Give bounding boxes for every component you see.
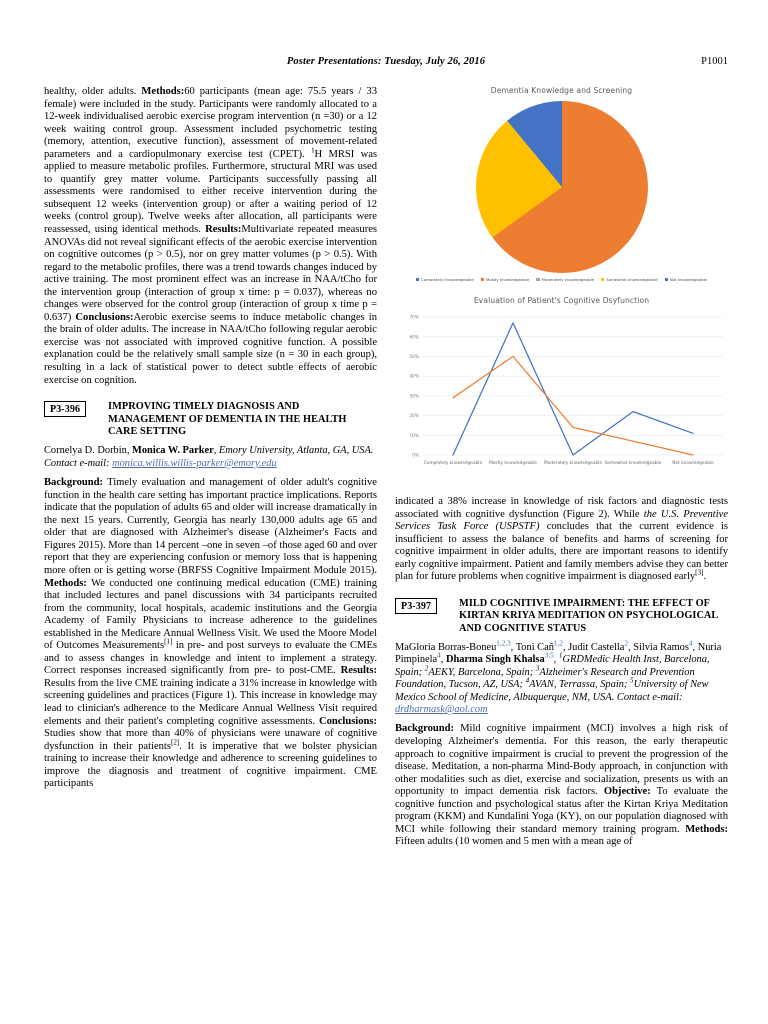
reference-1: [1] bbox=[164, 637, 173, 646]
affiliation-marker: 2 bbox=[424, 664, 429, 673]
y-axis-tick-label: 40% bbox=[409, 374, 419, 380]
label-conclusions: Conclusions: bbox=[318, 715, 377, 727]
y-axis-tick-label: 70% bbox=[409, 315, 419, 321]
legend-swatch bbox=[481, 278, 484, 281]
two-column-layout bbox=[44, 86, 728, 1006]
y-axis-tick-label: 10% bbox=[409, 433, 419, 439]
abstract-title: IMPROVING TIMELY DIAGNOSIS AND MANAGEMENT OF DEMENTIA IN THE HEALTH CARE SETTING bbox=[108, 401, 347, 437]
author-affiliation-marker: 3,5 bbox=[544, 651, 554, 660]
author-name: Silvia Ramos bbox=[633, 642, 689, 654]
affiliation-text: University of New Mexico School of Medicine, Albuquerque, NM, USA. Contact e-mail: bbox=[395, 679, 709, 703]
text-fragment: H MRSI was applied to measure metabolic profiles. Furthermore, structural MRI was used to quantify grey matter volume. Participants successfully passing all assessments were randomised to either receive intervention during the subsequent 12 weeks (intervention group) or after a waiting period of 12 weeks (control group). Twelve weeks after allocation, all participants were reassessed, using identical methods. bbox=[44, 148, 377, 236]
line-chart-title: Evaluation of Patient's Cognitive Dsyfunction bbox=[473, 296, 650, 305]
legend-swatch bbox=[601, 278, 604, 281]
superscript-one: 1 bbox=[310, 146, 315, 155]
y-axis-tick-label: 60% bbox=[409, 335, 419, 341]
affiliation-text: AEKY, Barcelona, Spain; bbox=[428, 666, 536, 678]
text-fragment: To evaluate the cognitive function and psychological status after the Kirtan Kriya Meditation program (KKM) and Kundalini Yoga (KY), on our population diagnosed with MCI while following their standard memory training program. bbox=[395, 786, 728, 835]
author-affiliation-block: MaGloria Borras-Boneu$^{1,2,3}$, Toni Cañ$^{1,2}$, Judit Castella$^2$, Silvia Ramos$^4$, Nuria Pimpinela$^4$, Dharma Singh Khalsa$^{3,5}$, $^1$GRDMedic Health Inst, Barcelona, Spain; $^2$AEKY, Barcelona, Spain; $^3$Alzheimer's Research and Prevention Foundation, Tucson, AZ, USA; $^4$AVAN, Terrassa, Spain; $^5$University of New Mexico School of Medicine, Albuquerque, NM, USA. Contact e-mail: drdharmask@aol.com bbox=[395, 639, 722, 716]
legend-swatch bbox=[665, 278, 668, 281]
label-results: Results: bbox=[340, 665, 377, 677]
y-axis-tick-label: 30% bbox=[409, 394, 419, 400]
y-axis-tick-label: 50% bbox=[409, 355, 419, 361]
reference-3: [3] bbox=[695, 568, 704, 577]
figure-1-pie-chart bbox=[395, 86, 728, 282]
author-affiliation-marker: 1,2,3 bbox=[496, 639, 511, 648]
text-fragment: Timely evaluation and management of older adult's cognitive function in the health care setting has important practice implications. Reports indicate that the population of adults 65 and older will increase dramatically in the next 15 years. Currently, Georgia has nearly 130,000 adults age 65 and older that are diagnosed with Alzheimer's disease (Alzheimer's Facts and Figures 2015). More than 14 percent –one in seven –of those aged 60 and over report that they are experiencing confusion or memory loss that is happening more often or is getting worse (BRFSS Cognitive Impairment Module 2015). bbox=[44, 477, 377, 576]
line-chart-svg bbox=[395, 307, 728, 479]
label-conclusions: Conclusions: bbox=[75, 311, 134, 323]
label-background: Background: bbox=[44, 477, 104, 489]
affiliation-text: , Emory University, Atlanta, GA, USA. Contact e-mail: bbox=[44, 445, 374, 469]
running-head bbox=[44, 56, 728, 72]
x-axis-tick-label: Mostly knowledgeable bbox=[489, 461, 537, 466]
continued-text-right bbox=[395, 496, 728, 584]
x-axis-tick-label: Moderately knowledgeable bbox=[543, 461, 603, 466]
author-name: Toni Cañ bbox=[515, 642, 554, 654]
pie-chart-legend bbox=[395, 277, 728, 282]
author-affiliation-marker: 4 bbox=[688, 639, 693, 648]
label-methods: Methods: bbox=[44, 577, 87, 589]
legend-swatch bbox=[536, 278, 539, 281]
label-methods: Methods: bbox=[141, 86, 185, 97]
text-fragment: We conducted one continuing medical education (CME) training that included lectures and panel discussions with 34 participants recruited from the community, local hospitals, academic institutions and the Georgia Academy of Family Physicians to increase adherence to the guidelines established in the Medicare Annual Wellness Visit. We used the Moore Model of Outcomes Measurements bbox=[44, 577, 377, 652]
abstract-id-badge: P3-396 bbox=[44, 401, 86, 417]
abstract-heading-p3-397 bbox=[395, 598, 728, 635]
abstract-body-p3-396 bbox=[44, 477, 377, 791]
legend-swatch bbox=[416, 278, 419, 281]
legend-item[interactable] bbox=[536, 277, 594, 282]
abstract-id-badge: P3-397 bbox=[395, 598, 437, 614]
author-name-plain: Cornelya D. Dorbin, bbox=[44, 445, 133, 457]
text-fragment: concludes that the current evidence is insufficient to assess the balance of benefits and harms of screening for cognitive impairment in older adults, there are important reasons to identify early cognitive impairment. Patient and family members advise they can better plan for future problems when cognitive impairment is diagnosed early bbox=[395, 521, 728, 583]
text-fragment: Multivariate repeated measures ANOVAs did not reveal significant effects of the aerobic exercise intervention on cognitive outcomes (p > 0.5), nor on grey matter volumes (p > 0.5). With regard to the metabolic profiles, there was a trend towards changes induced by active training. The most prominent effect was an increase in NAA/tCho for the intervention group (interaction of group x time: p = 0.037), whereas no changes were observed for the control group (interaction of group x time p = 0.637) bbox=[44, 224, 377, 323]
abstract-heading-p3-396 bbox=[44, 401, 377, 438]
figure-2-line-chart bbox=[395, 296, 728, 482]
author-name: Nuria Pimpinela bbox=[395, 642, 722, 666]
legend-label: Completely knowledgeable bbox=[421, 277, 474, 282]
text-fragment: 60 participants (mean age: 75.5 years / 33 female) were included in the study. Participants were randomly allocated to a 12-week individualised aerobic exercise program intervention (n =30) or a 12 week waiting control group. Assessment included psychometric testing (memory, attention, executive function), assessment of movement-related parameters and a cardiopulmonary exercise test (CPET). bbox=[44, 86, 377, 160]
legend-label: Somewhat knowledgeable bbox=[606, 277, 658, 282]
x-axis-tick-label: Completely knowledgeable bbox=[423, 461, 483, 466]
pie-disc bbox=[476, 101, 648, 273]
text-fragment: Fifteen adults (10 women and 5 men with a mean age of bbox=[395, 836, 633, 848]
contact-email-link[interactable]: monica.willis.willis-parker@emory.edu bbox=[112, 457, 277, 469]
author-name-bold: Monica W. Parker bbox=[132, 445, 214, 457]
author-affiliation-block bbox=[44, 445, 377, 470]
affiliation-text: Alzheimer's Research and Prevention Foundation, Tucson, AZ, USA; bbox=[395, 666, 695, 691]
affiliation-marker: 1 bbox=[558, 651, 563, 660]
legend-item[interactable] bbox=[481, 277, 530, 282]
y-axis-tick-label: 0% bbox=[412, 453, 419, 459]
label-background: Background: bbox=[395, 723, 455, 735]
author-name: MaGloria Borras-Boneu bbox=[395, 642, 497, 654]
author-affiliation-marker: 4 bbox=[437, 651, 441, 660]
affiliation-marker: 4 bbox=[525, 676, 530, 685]
legend-item[interactable] bbox=[601, 277, 657, 282]
text-fragment: in pre- and post surveys to evaluate the CMEs and to assess changes in knowledge and intent to implement a strategy. Correct responses increased significantly from pre- to post-CME. bbox=[44, 640, 378, 677]
line-series[interactable] bbox=[453, 356, 693, 455]
author-affiliation-marker: 2 bbox=[624, 639, 628, 648]
label-methods: Methods: bbox=[685, 823, 728, 835]
text-fragment: . It is imperative that we bolster physician training to increase their knowledge and adherence to screening guidelines to improve the diagnosis and treatment of cognitive impairment. CME participants bbox=[44, 740, 377, 790]
legend-item[interactable] bbox=[665, 277, 708, 282]
affiliation-marker: 3 bbox=[535, 664, 540, 673]
legend-label: Not knowledgeable bbox=[669, 277, 708, 282]
label-objective: Objective: bbox=[603, 786, 651, 798]
line-chart-plot-area bbox=[395, 307, 728, 482]
y-axis-tick-label: 20% bbox=[409, 414, 419, 420]
text-fragment: healthy, older adults. bbox=[44, 86, 142, 97]
text-fragment: Aerobic exercise seems to induce metabolic changes in the brain of older adults. The increase in NAA/tCho following regular aerobic exercise was not associated with improved cognitive function. A possible explanation could be the relatively small sample size (n = 30 in each group), resulting in a lack of statistical power to detect subtle effects of aerobic exercise on cognition. bbox=[44, 311, 378, 386]
author-name-bold: Dharma Singh Khalsa bbox=[445, 654, 545, 666]
affiliation-marker: 5 bbox=[629, 676, 634, 685]
legend-item[interactable] bbox=[416, 277, 474, 282]
text-fragment: . bbox=[703, 571, 707, 583]
text-fragment: Studies show that more than 40% of physicians were unaware of cognitive dysfunction in their patients bbox=[44, 728, 377, 752]
author-name: Judit Castella bbox=[568, 642, 625, 654]
reference-2: [2] bbox=[170, 738, 180, 747]
running-title: Poster Presentations: Tuesday, July 26, 2016 bbox=[286, 56, 486, 67]
pie-chart-title: Dementia Knowledge and Screening bbox=[490, 86, 633, 95]
label-results: Results: bbox=[205, 224, 242, 236]
right-column bbox=[395, 86, 728, 1006]
x-axis-tick-label: Somewhat knowledgeable bbox=[604, 461, 662, 466]
page-number: P1001 bbox=[701, 56, 728, 67]
left-column bbox=[44, 86, 377, 1006]
continued-abstract-paragraph bbox=[44, 86, 377, 387]
x-axis-tick-label: Not knowledgeable bbox=[672, 461, 714, 466]
legend-label: Mostly knowledgeable bbox=[486, 277, 530, 282]
text-fragment: indicated a 38% increase in knowledge of risk factors and diagnostic tests associated with cognitive dysfunction (Figure 2). While bbox=[395, 496, 728, 520]
uspstf-italic: the U.S. Preventive Services Task Force (USPSTF) bbox=[395, 508, 728, 533]
text-fragment: Results from the live CME training indicate a 31% increase in knowledge with screening guidelines and practices (Figure 1). This increase in knowledge may lead to clinician's adherence to the Medicare Annual Wellness Visit required elements and their patient's completing cognitive assessments. bbox=[44, 677, 377, 727]
pie-chart-plot-area bbox=[395, 97, 728, 275]
contact-email-link[interactable]: drdharmask@aol.com bbox=[395, 704, 488, 716]
affiliation-text: GRDMedic Health Inst, Barcelona, Spain; bbox=[395, 654, 710, 678]
abstract-body-p3-397 bbox=[395, 723, 728, 848]
abstract-title: MILD COGNITIVE IMPAIRMENT: THE EFFECT OF KIRTAN KRIYA MEDITATION ON PSYCHOLOGICAL AND COGNITIVE STATUS bbox=[459, 597, 718, 634]
affiliation-text: AVAN, Terrassa, Spain; bbox=[529, 679, 630, 691]
legend-label: Moderately knowledgeable bbox=[541, 277, 595, 282]
text-fragment: Mild cognitive impairment (MCI) involves a high risk of developing Alzheimer's dementia. For this reason, the early therapeutic approach to cognitive impairment is crucial to prevent the progression of the disease. Meditation, a non-pharma Mind-Body approach, in conjunction with other modalities such as diet, exercise and socialization, presents us with an opportunity to impact dementia risk factors. bbox=[395, 723, 728, 798]
author-affiliation-marker: 1,2 bbox=[553, 639, 563, 648]
